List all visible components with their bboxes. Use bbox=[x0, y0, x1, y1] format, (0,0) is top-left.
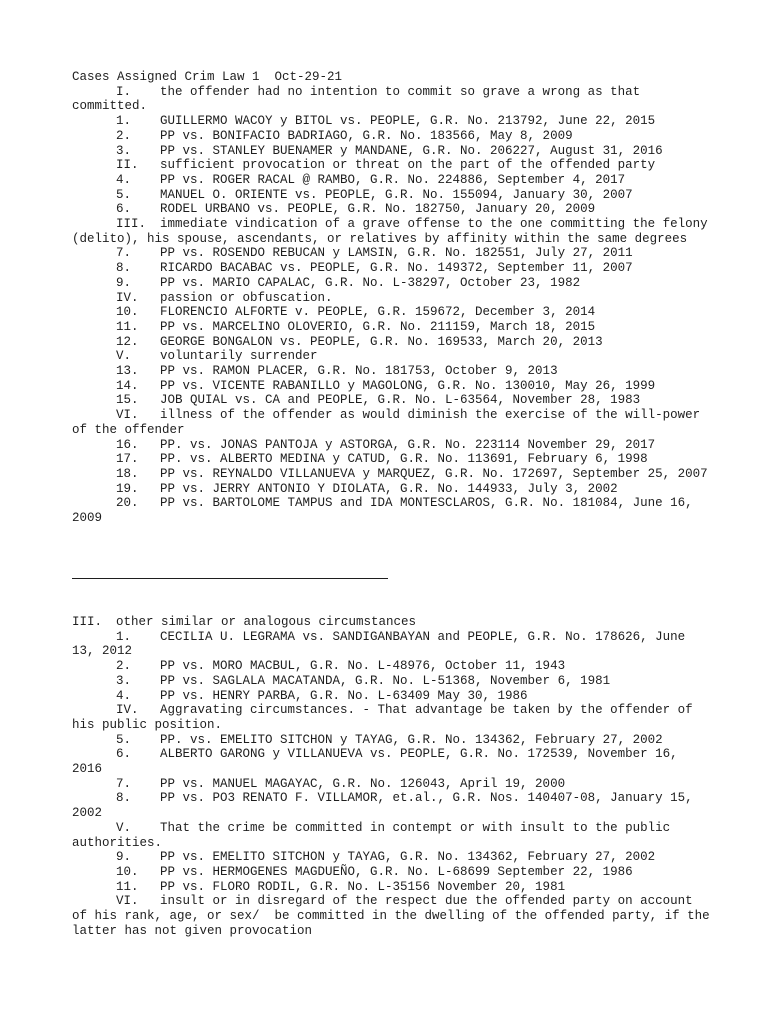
heading-text: other similar or analogous circumstances bbox=[116, 615, 417, 629]
case-number: 16. bbox=[116, 437, 139, 452]
heading-text: immediate vindication of a grave offense to the one committing the felony (delito), his spouse, ascendants, or relatives by affinity within the same degrees bbox=[72, 217, 716, 246]
case-number: 6. bbox=[116, 747, 132, 762]
circumstance-heading bbox=[72, 158, 712, 173]
case-number: 11. bbox=[116, 319, 139, 334]
case-entry bbox=[72, 188, 712, 203]
case-number: 11. bbox=[116, 879, 139, 894]
case-citation: PP vs. MORO MACBUL, G.R. No. L-48976, October 11, 1943 bbox=[160, 659, 566, 674]
case-citation: PP vs. PO3 RENATO F. VILLAMOR, et.al., G.R. Nos. 140407-08, January 15, 2002 bbox=[72, 791, 701, 821]
horizontal-rule bbox=[72, 578, 388, 579]
case-citation: PP. vs. ALBERTO MEDINA y CATUD, G.R. No. 113691, February 6, 1998 bbox=[160, 452, 648, 467]
case-entry bbox=[72, 630, 712, 659]
case-citation: PP vs. REYNALDO VILLANUEVA y MARQUEZ, G.R. No. 172697, September 25, 2007 bbox=[160, 466, 708, 481]
case-number: 13. bbox=[116, 364, 139, 379]
case-number: 5. bbox=[116, 187, 132, 202]
case-citation: PP vs. HENRY PARBA, G.R. No. L-63409 May 30, 1986 bbox=[160, 688, 528, 703]
heading-text: voluntarily surrender bbox=[160, 349, 318, 364]
case-entry bbox=[72, 482, 712, 497]
case-list-part-1 bbox=[72, 70, 716, 526]
document-title: Cases Assigned Crim Law 1 Oct-29-21 bbox=[72, 70, 343, 84]
circumstance-heading bbox=[72, 85, 712, 114]
case-entry bbox=[72, 364, 712, 379]
case-number: 1. bbox=[116, 629, 132, 644]
heading-text: the offender had no intention to commit so grave a wrong as that committed. bbox=[72, 84, 648, 114]
case-citation: CECILIA U. LEGRAMA vs. SANDIGANBAYAN and PEOPLE, G.R. No. 178626, June 13, 2012 bbox=[72, 629, 693, 659]
case-entry bbox=[72, 777, 712, 792]
heading-numeral: V. bbox=[116, 349, 132, 364]
case-citation: PP vs. MARCELINO OLOVERIO, G.R. No. 211159, March 18, 2015 bbox=[160, 319, 596, 334]
case-number: 1. bbox=[116, 114, 132, 129]
case-number: 15. bbox=[116, 393, 139, 408]
case-number: 3. bbox=[116, 673, 132, 688]
case-entry bbox=[72, 850, 712, 865]
case-number: 10. bbox=[116, 305, 139, 320]
case-entry bbox=[72, 320, 712, 335]
case-citation: PP vs. EMELITO SITCHON y TAYAG, G.R. No. 134362, February 27, 2002 bbox=[160, 850, 656, 865]
case-citation: GUILLERMO WACOY y BITOL vs. PEOPLE, G.R. No. 213792, June 22, 2015 bbox=[160, 114, 656, 129]
circumstance-heading bbox=[72, 291, 712, 306]
case-entry bbox=[72, 659, 712, 674]
case-number: 5. bbox=[116, 732, 132, 747]
case-list-part-2 bbox=[72, 615, 718, 938]
circumstance-heading bbox=[72, 703, 712, 732]
case-entry bbox=[72, 379, 712, 394]
case-entry bbox=[72, 246, 712, 261]
case-entry bbox=[72, 393, 712, 408]
heading-text: That the crime be committed in contempt or with insult to the public authorities. bbox=[72, 820, 678, 850]
case-citation: PP vs. BARTOLOME TAMPUS and IDA MONTESCLAROS, G.R. No. 181084, June 16, 2009 bbox=[72, 496, 701, 526]
case-entry bbox=[72, 438, 712, 453]
circumstance-heading bbox=[72, 894, 718, 938]
case-citation: PP vs. FLORO RODIL, G.R. No. L-35156 November 20, 1981 bbox=[160, 879, 566, 894]
case-number: 7. bbox=[116, 246, 132, 261]
heading-text: Aggravating circumstances. - That advantage be taken by the offender of his public position. bbox=[72, 703, 701, 732]
case-entry bbox=[72, 747, 712, 776]
case-number: 2. bbox=[116, 128, 132, 143]
case-citation: PP vs. RAMON PLACER, G.R. No. 181753, October 9, 2013 bbox=[160, 364, 558, 379]
heading-numeral: V. bbox=[116, 820, 132, 835]
case-citation: JOB QUIAL vs. CA and PEOPLE, G.R. No. L-63564, November 28, 1983 bbox=[160, 393, 641, 408]
case-citation: ALBERTO GARONG y VILLANUEVA vs. PEOPLE, G.R. No. 172539, November 16, 2016 bbox=[72, 747, 686, 777]
heading-numeral: III. bbox=[72, 615, 103, 629]
case-entry bbox=[72, 305, 712, 320]
heading-numeral: IV. bbox=[116, 290, 139, 305]
heading-numeral: II. bbox=[116, 158, 139, 173]
case-number: 12. bbox=[116, 334, 139, 349]
case-number: 8. bbox=[116, 791, 132, 806]
case-citation: PP vs. STANLEY BUENAMER y MANDANE, G.R. No. 206227, August 31, 2016 bbox=[160, 143, 663, 158]
case-entry bbox=[72, 276, 712, 291]
case-number: 4. bbox=[116, 688, 132, 703]
case-entry bbox=[72, 880, 712, 895]
case-citation: PP. vs. EMELITO SITCHON y TAYAG, G.R. No. 134362, February 27, 2002 bbox=[160, 732, 663, 747]
heading-text: passion or obfuscation. bbox=[160, 290, 333, 305]
heading-text: sufficient provocation or threat on the part of the offended party bbox=[160, 158, 656, 173]
case-number: 20. bbox=[116, 496, 139, 511]
circumstance-heading bbox=[72, 615, 712, 630]
case-citation: PP vs. VICENTE RABANILLO y MAGOLONG, G.R. No. 130010, May 26, 1999 bbox=[160, 378, 656, 393]
case-entry bbox=[72, 114, 712, 129]
case-citation: PP vs. MANUEL MAGAYAC, G.R. No. 126043, April 19, 2000 bbox=[160, 776, 566, 791]
case-number: 6. bbox=[116, 202, 132, 217]
heading-numeral: III. bbox=[116, 217, 147, 232]
case-number: 2. bbox=[116, 659, 132, 674]
case-citation: MANUEL O. ORIENTE vs. PEOPLE, G.R. No. 155094, January 30, 2007 bbox=[160, 187, 633, 202]
heading-numeral: VI. bbox=[116, 408, 139, 423]
circumstance-heading bbox=[72, 349, 712, 364]
case-number: 18. bbox=[116, 466, 139, 481]
case-citation: PP vs. MARIO CAPALAC, G.R. No. L-38297, October 23, 1982 bbox=[160, 275, 581, 290]
case-number: 17. bbox=[116, 452, 139, 467]
heading-text: insult or in disregard of the respect due the offended party on account of his rank, age, or sex/ be committed in the dwelling of the offended party, if the latter has not given provocation bbox=[72, 894, 718, 938]
case-entry bbox=[72, 791, 712, 820]
case-entry bbox=[72, 865, 712, 880]
case-entry bbox=[72, 689, 712, 704]
case-citation: PP vs. ROGER RACAL @ RAMBO, G.R. No. 224886, September 4, 2017 bbox=[160, 172, 626, 187]
case-citation: PP vs. JERRY ANTONIO Y DIOLATA, G.R. No. 144933, July 3, 2002 bbox=[160, 481, 618, 496]
case-entry bbox=[72, 202, 712, 217]
heading-numeral: IV. bbox=[116, 703, 139, 718]
case-citation: GEORGE BONGALON vs. PEOPLE, G.R. No. 169533, March 20, 2013 bbox=[160, 334, 603, 349]
case-citation: FLORENCIO ALFORTE v. PEOPLE, G.R. 159672, December 3, 2014 bbox=[160, 305, 596, 320]
heading-numeral: VI. bbox=[116, 894, 139, 909]
case-citation: RICARDO BACABAC vs. PEOPLE, G.R. No. 149372, September 11, 2007 bbox=[160, 261, 633, 276]
case-citation: PP vs. ROSENDO REBUCAN y LAMSIN, G.R. No. 182551, July 27, 2011 bbox=[160, 246, 633, 261]
circumstance-heading bbox=[72, 217, 716, 246]
case-citation: PP. vs. JONAS PANTOJA y ASTORGA, G.R. No. 223114 November 29, 2017 bbox=[160, 437, 656, 452]
heading-numeral: I. bbox=[116, 84, 132, 99]
case-number: 4. bbox=[116, 172, 132, 187]
case-entry bbox=[72, 129, 712, 144]
heading-text: illness of the offender as would diminish the exercise of the will-power of the offender bbox=[72, 408, 708, 437]
case-number: 10. bbox=[116, 864, 139, 879]
case-entry bbox=[72, 144, 712, 159]
case-number: 9. bbox=[116, 275, 132, 290]
case-entry bbox=[72, 733, 712, 748]
case-entry bbox=[72, 674, 712, 689]
case-citation: PP vs. HERMOGENES MAGDUEÑO, G.R. No. L-68699 September 22, 1986 bbox=[160, 864, 633, 879]
circumstance-heading bbox=[72, 408, 712, 437]
case-entry bbox=[72, 335, 712, 350]
case-citation: RODEL URBANO vs. PEOPLE, G.R. No. 182750, January 20, 2009 bbox=[160, 202, 596, 217]
case-number: 14. bbox=[116, 378, 139, 393]
case-entry bbox=[72, 496, 712, 525]
case-citation: PP vs. SAGLALA MACATANDA, G.R. No. L-51368, November 6, 1981 bbox=[160, 673, 611, 688]
case-number: 9. bbox=[116, 850, 132, 865]
circumstance-heading bbox=[72, 821, 712, 850]
case-entry bbox=[72, 261, 712, 276]
case-number: 7. bbox=[116, 776, 132, 791]
case-entry bbox=[72, 173, 712, 188]
case-number: 19. bbox=[116, 481, 139, 496]
case-number: 3. bbox=[116, 143, 132, 158]
case-entry bbox=[72, 467, 712, 482]
case-number: 8. bbox=[116, 261, 132, 276]
case-entry bbox=[72, 452, 712, 467]
case-citation: PP vs. BONIFACIO BADRIAGO, G.R. No. 183566, May 8, 2009 bbox=[160, 128, 573, 143]
